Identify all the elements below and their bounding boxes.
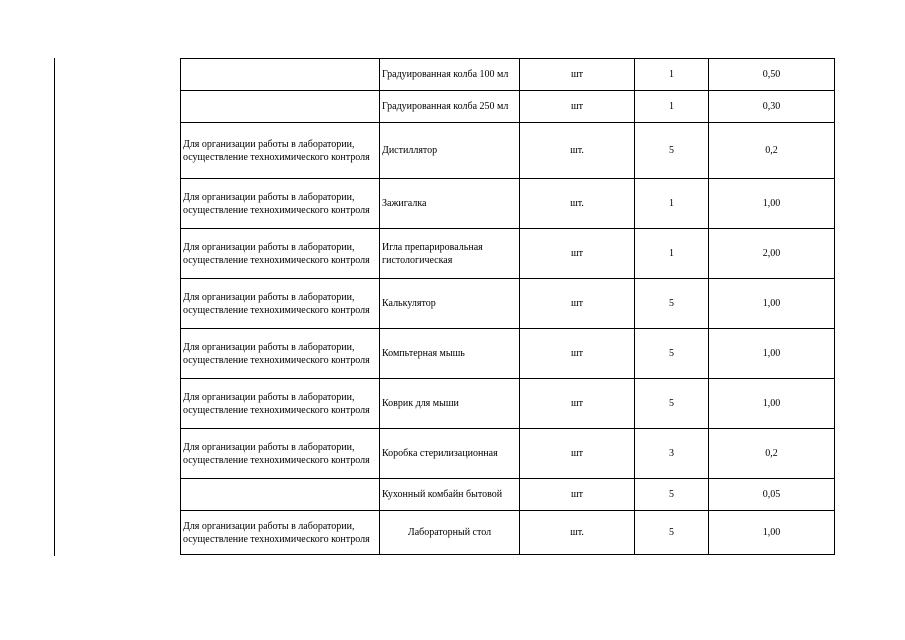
item-name-cell: Игла препарировальная гистологическая [380, 229, 520, 279]
unit-cell: шт. [520, 179, 635, 229]
unit-cell: шт [520, 429, 635, 479]
unit-cell: шт [520, 479, 635, 511]
unit-cell: шт [520, 59, 635, 91]
quantity-cell: 5 [635, 123, 709, 179]
unit-cell: шт. [520, 511, 635, 555]
unit-cell: шт [520, 379, 635, 429]
purpose-cell: Для организации работы в лаборатории, осуществление технохимического контроля [181, 511, 380, 555]
quantity-cell: 5 [635, 511, 709, 555]
table-row [181, 229, 835, 279]
table-row [181, 123, 835, 179]
purpose-cell: Для организации работы в лаборатории, осуществление технохимического контроля [181, 229, 380, 279]
page-margin-line [54, 58, 55, 556]
norm-cell: 0,2 [709, 429, 835, 479]
norm-cell: 0,30 [709, 91, 835, 123]
quantity-cell: 1 [635, 91, 709, 123]
norm-cell: 1,00 [709, 279, 835, 329]
norm-cell: 1,00 [709, 179, 835, 229]
purpose-cell: Для организации работы в лаборатории, осуществление технохимического контроля [181, 429, 380, 479]
table-row [181, 279, 835, 329]
unit-cell: шт [520, 91, 635, 123]
quantity-cell: 5 [635, 279, 709, 329]
table-row [181, 179, 835, 229]
norm-cell: 0,50 [709, 59, 835, 91]
table-row [181, 91, 835, 123]
norm-cell: 2,00 [709, 229, 835, 279]
table-row [181, 479, 835, 511]
table-row [181, 511, 835, 555]
table-row [181, 59, 835, 91]
quantity-cell: 5 [635, 329, 709, 379]
item-name-cell: Коврик для мыши [380, 379, 520, 429]
unit-cell: шт. [520, 123, 635, 179]
norm-cell: 1,00 [709, 511, 835, 555]
purpose-cell [181, 479, 380, 511]
item-name-cell: Дистиллятор [380, 123, 520, 179]
norm-cell: 1,00 [709, 379, 835, 429]
unit-cell: шт [520, 229, 635, 279]
quantity-cell: 5 [635, 479, 709, 511]
item-name-cell: Калькулятор [380, 279, 520, 329]
purpose-cell [181, 59, 380, 91]
norm-cell: 0,05 [709, 479, 835, 511]
purpose-cell: Для организации работы в лаборатории, осуществление технохимического контроля [181, 123, 380, 179]
item-name-cell: Градуированная колба 100 мл [380, 59, 520, 91]
item-name-cell: Зажигалка [380, 179, 520, 229]
table-row [181, 379, 835, 429]
item-name-cell: Кухонный комбайн бытовой [380, 479, 520, 511]
table-row [181, 329, 835, 379]
quantity-cell: 1 [635, 179, 709, 229]
item-name-cell: Градуированная колба 250 мл [380, 91, 520, 123]
purpose-cell: Для организации работы в лаборатории, осуществление технохимического контроля [181, 279, 380, 329]
unit-cell: шт [520, 329, 635, 379]
purpose-cell: Для организации работы в лаборатории, осуществление технохимического контроля [181, 179, 380, 229]
item-name-cell: Коробка стерилизационная [380, 429, 520, 479]
purpose-cell [181, 91, 380, 123]
quantity-cell: 1 [635, 229, 709, 279]
norm-cell: 1,00 [709, 329, 835, 379]
quantity-cell: 1 [635, 59, 709, 91]
item-name-cell: Лабораторный стол [380, 511, 520, 555]
quantity-cell: 3 [635, 429, 709, 479]
norm-cell: 0,2 [709, 123, 835, 179]
equipment-table [180, 58, 835, 555]
table-row [181, 429, 835, 479]
purpose-cell: Для организации работы в лаборатории, осуществление технохимического контроля [181, 379, 380, 429]
item-name-cell: Компьтерная мышь [380, 329, 520, 379]
purpose-cell: Для организации работы в лаборатории, осуществление технохимического контроля [181, 329, 380, 379]
unit-cell: шт [520, 279, 635, 329]
quantity-cell: 5 [635, 379, 709, 429]
